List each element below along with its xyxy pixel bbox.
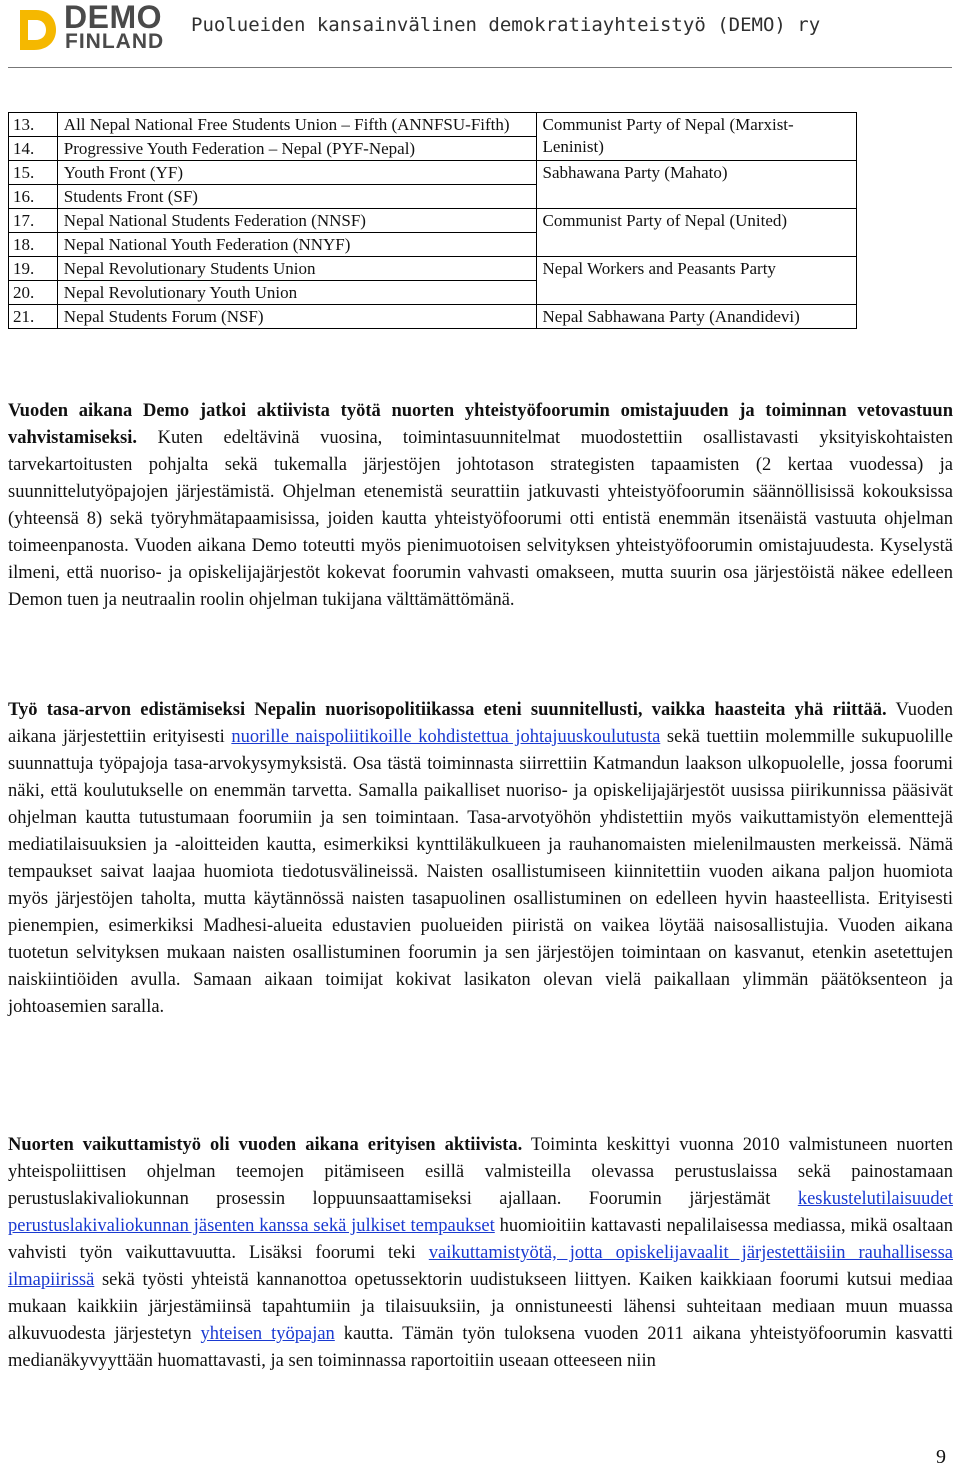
organization-name: Nepal Revolutionary Students Union [57,257,536,281]
paragraph-text: Kuten edeltävinä vuosina, toimintasuunnitelmat muodostettiin osallistavasti yksityiskohtaisten tarvekartoitusten pohjalta sekä tukemalla järjestöjen johtotason strategisten tapaamisten (2 kertaa vuodessa) ja suunnittelutyöpajojen järjestämistä. Ohjelman etenemistä seurattiin jatkuvasti yhteistyöfoorumin säännöllisissä kokouksissa (yhteensä 8) sekä työryhmätapaamisissa, joiden kautta yhteistyöfoorumi otti entistä enemmän itsenäistä vastuuta ohjelman toimeenpanosta. Vuoden aikana Demo toteutti myös pienimuotoisen selvityksen yhteistyöfoorumin omistajuudesta. Kyselystä ilmeni, että nuoriso- ja opiskelijajärjestöt kokevat foorumin vahvasti omakseen, mutta suurin osa järjestöistä näkee edelleen Demon tuen ja neutraalin roolin ohjelman tukijana välttämättömänä. [8,428,953,610]
organization-name: Youth Front (YF) [57,161,536,185]
logo-text-finland: FINLAND [65,30,165,53]
paragraph-lead: Vuoden aikana Demo jatkoi aktiivista työtä nuorten yhteistyöfoorumin omistajuuden ja toiminnan vetovastuun vahvistamiseksi. [8,401,953,448]
row-number: 19. [9,257,58,281]
table-row [9,257,857,281]
party-name: Communist Party of Nepal (Marxist-Leninist) [536,113,857,161]
page-number: 9 [936,1446,946,1468]
paragraph-gender-equality [8,697,953,1021]
demo-finland-logo [14,0,165,54]
organization-name: Progressive Youth Federation – Nepal (PYF-Nepal) [57,137,536,161]
paragraph-advocacy [8,1132,953,1375]
header-divider [8,67,952,68]
party-name: Nepal Workers and Peasants Party [536,257,857,305]
organization-name: Nepal Students Forum (NSF) [57,305,536,329]
paragraph-text: kautta. Tämän työn tuloksena vuoden 2011 aikana yhteistyöfoorumin kasvatti medianäkyvyyttään huomattavasti, ja sen toiminnassa raportoitiin useaan otteeseen niin [8,1324,954,1371]
organizations-table [8,112,857,329]
table-row [9,209,857,233]
demo-logo-mark-icon [14,6,60,52]
row-number: 21. [9,305,58,329]
organization-name: Students Front (SF) [57,185,536,209]
organization-name: Nepal National Youth Federation (NNYF) [57,233,536,257]
row-number: 16. [9,185,58,209]
table-row [9,161,857,185]
table-row [9,113,857,137]
row-number: 15. [9,161,58,185]
student-elections-advocacy-link[interactable]: vaikuttamistyötä, jotta opiskelijavaalit järjestettäisiin rauhallisessa ilmapiirissä [8,1243,953,1290]
paragraph-lead: Työ tasa-arvon edistämiseksi Nepalin nuorisopolitiikassa eteni suunnitellusti, vaikka haasteita yhä riittää. [8,700,887,720]
paragraph-lead: Nuorten vaikuttamistyö oli vuoden aikana erityisen aktiivista. [8,1135,523,1155]
table-row [9,305,857,329]
party-name: Communist Party of Nepal (United) [536,209,857,257]
paragraph-text: sekä työsti yhteistä kannanottoa opetussektorin uudistukseen liittyen. Kaiken kaikkiaan foorumi kutsui mediaa mukaan kaikkiin järjestämiinsä tapahtumiin ja tilaisuuksiin, ja onnistuneesti lähensi suhteitaan mediaan muun muassa alkuvuodesta järjestetyn [8,1270,953,1344]
organization-name: Nepal National Students Federation (NNSF) [57,209,536,233]
header-title: Puolueiden kansainvälinen demokratiayhteistyö (DEMO) ry [191,14,821,36]
row-number: 13. [9,113,58,137]
row-number: 17. [9,209,58,233]
page-header [0,0,960,62]
paragraph-text: Vuoden aikana järjestettiin erityisesti [8,700,953,747]
organization-name: All Nepal National Free Students Union – Fifth (ANNFSU-Fifth) [57,113,536,137]
paragraph-youth-forum-ownership [8,398,953,614]
row-number: 20. [9,281,58,305]
row-number: 18. [9,233,58,257]
paragraph-text: sekä tuettiin molemmille sukupuolille suunnattuja työpajoja tasa-arvokysymyksistä. Osa tästä toiminnasta siirrettiin Katmandun laakson ulkopuolelle, jossa foorumi näki, että koulutukselle on enemmän tarvetta. Samalla paikalliset nuoriso- ja opiskelijajärjestöt uusissa piirikunnissa pääsivät ohjelman kautta tutustumaan foorumiin ja sen toimintaan. Tasa-arvotyöhön yhdistettiin myös vaikuttamistyön elementtejä mediatilaisuuksien ja -aloitteiden kautta, esimerkiksi kynttiläkulkueen ja rauhanomaisten mielenilmausten merkeissä. Nämä tempaukset saivat laajaa huomiota tiedotusvälineissä. Naisten osallistumiseen kiinnitettiin vuoden aikana paljon huomiota myös järjestöjen taholta, mutta käytännössä naisten tasapuolinen osallistuminen on edelleen hyvin haasteellista. Erityisesti pienempien, esimerkiksi Madhesi-alueita edustavien puolueiden piiristä on vaikea löytää naisosallistujia. Vuoden aikana tuotetun selvityksen mukaan naisten osallistuminen foorumin ja sen järjestöjen toimintaan on kasvanut, etenkin asetettujen naiskiintiöiden avulla. Samaan aikaan toimijat kokivat lasikaton olevan vielä paikallaan ylimmän päätöksenteon ja johtoasemien saralla. [8,727,954,1017]
discussion-events-link[interactable]: keskustelutilaisuudet perustuslakivaliokunnan jäsenten kanssa sekä julkiset tempaukset [8,1189,953,1236]
leadership-training-link[interactable]: nuorille naispoliitikoille kohdistettua johtajuuskoulutusta [231,727,661,747]
row-number: 14. [9,137,58,161]
logo-text-demo: DEMO [64,0,162,35]
joint-workshop-link[interactable]: yhteisen työpajan [200,1324,335,1344]
organization-name: Nepal Revolutionary Youth Union [57,281,536,305]
party-name: Sabhawana Party (Mahato) [536,161,857,209]
paragraph-text: huomioitiin kattavasti nepalilaisessa mediassa, mikä osaltaan vahvisti työn vaikuttavuutta. Lisäksi foorumi teki [8,1216,953,1263]
paragraph-text: Toiminta keskittyi vuonna 2010 valmistuneen nuorten yhteispoliittisen ohjelman teemojen pitämiseen esillä valmisteilla olevassa perustuslaissa sekä painostamaan perustuslakivaliokunnan prosessin loppuunsaattamiseksi ajallaan. Foorumin järjestämät [8,1135,953,1209]
party-name: Nepal Sabhawana Party (Anandidevi) [536,305,857,329]
